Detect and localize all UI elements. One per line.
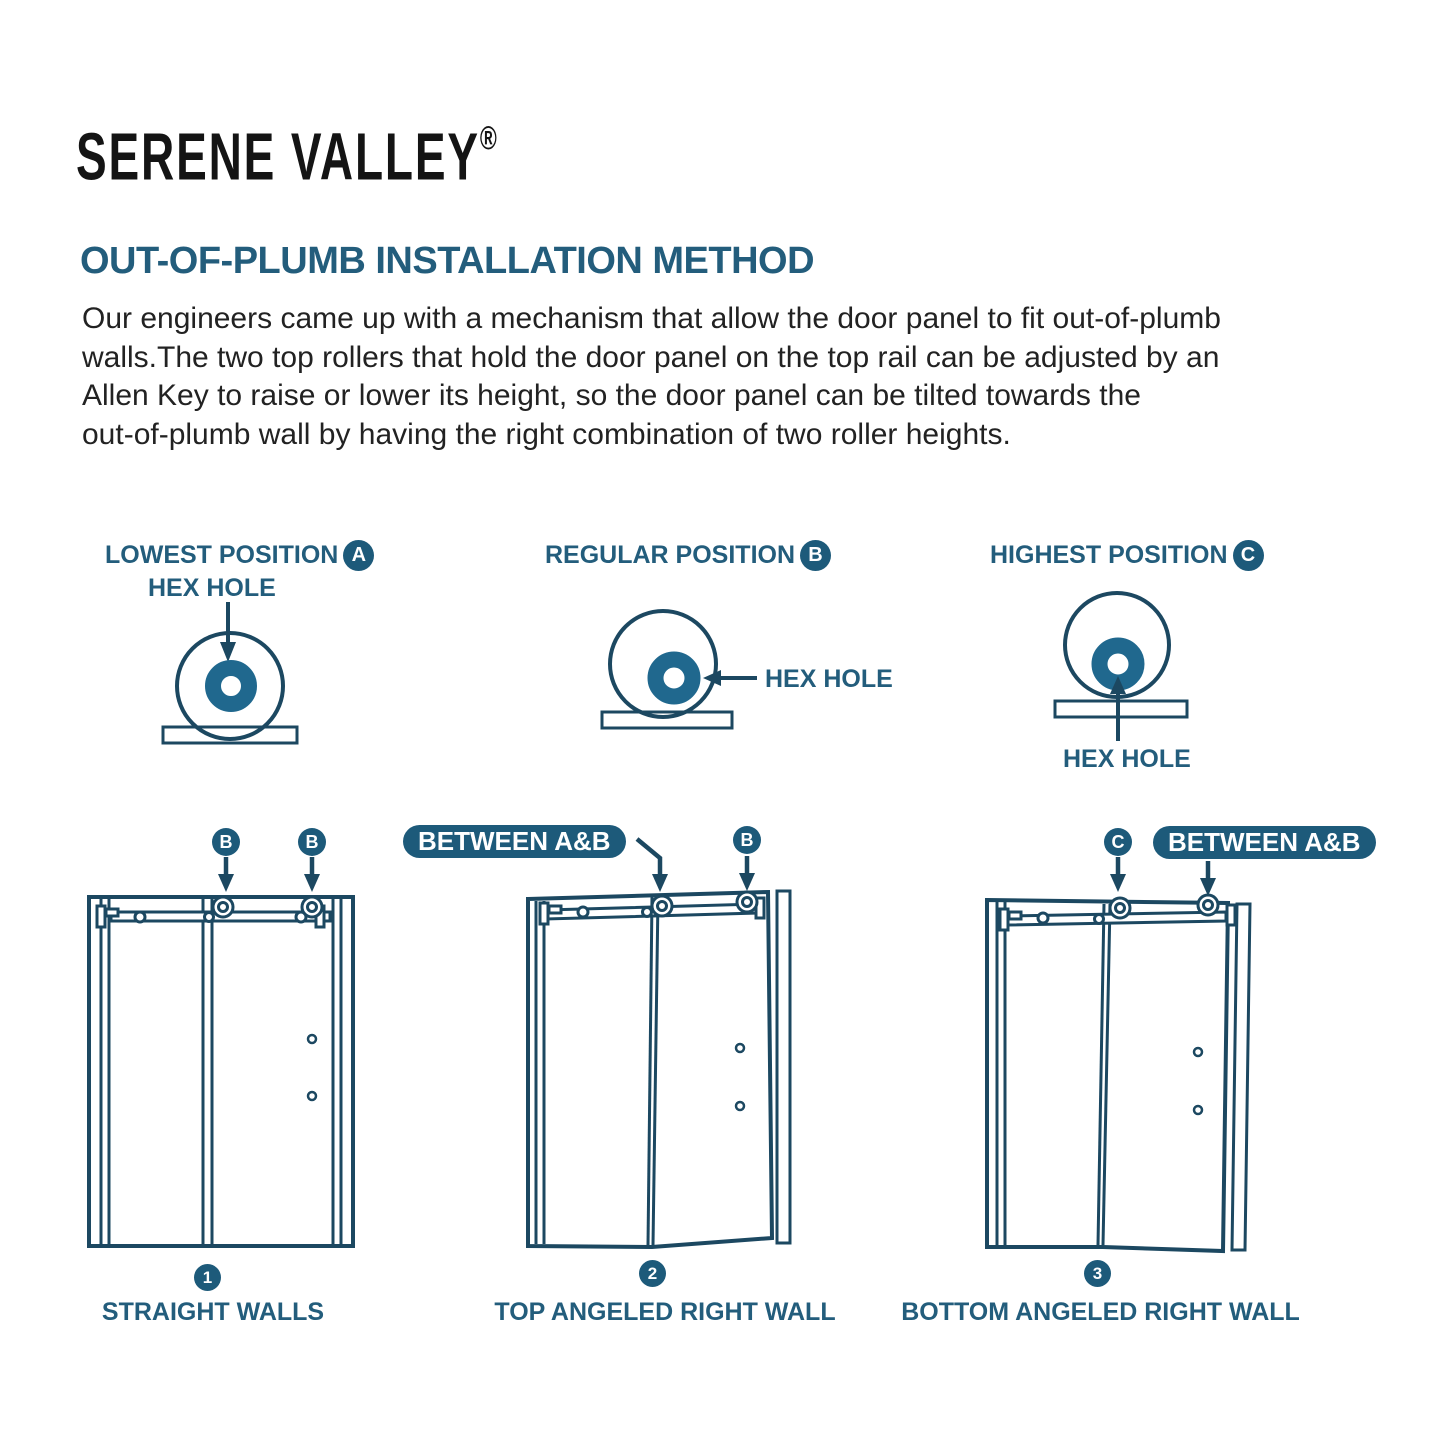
door-bottom-angled-diagram (987, 857, 1250, 1251)
rail (602, 712, 732, 728)
handle-hole (736, 1044, 744, 1052)
roller-lowest-diagram (163, 602, 297, 743)
hex-hole-label-b: HEX HOLE (765, 665, 893, 693)
handle-hole (308, 1092, 316, 1100)
roller-icon (302, 897, 322, 917)
handle-hole (1194, 1106, 1202, 1114)
roller-icon (1198, 895, 1218, 915)
paragraph-line: Allen Key to raise or lower its height, so the door panel can be tilted towards the (82, 379, 1141, 412)
door3-right-roller-badge: BETWEEN A&B (1153, 826, 1376, 859)
badge-a: A (343, 540, 374, 571)
caption-bottom-angled: BOTTOM ANGELED RIGHT WALL (901, 1298, 1300, 1326)
rod-bracket (540, 903, 548, 924)
roller-icon (213, 897, 233, 917)
caption-top-angled: TOP ANGELED RIGHT WALL (494, 1298, 836, 1326)
handle-hole (308, 1035, 316, 1043)
panel-divider (648, 897, 652, 1245)
hex-hole-icon (213, 668, 249, 704)
page-title: OUT-OF-PLUMB INSTALLATION METHOD (80, 240, 815, 282)
brand-name: SERENE VALLEY (76, 119, 480, 195)
badge-b: B (800, 540, 831, 571)
position-label-text: LOWEST POSITION (105, 541, 339, 569)
label-lowest-position (105, 540, 374, 571)
roller-icon (652, 896, 672, 916)
step-2-badge: 2 (639, 1260, 666, 1287)
registered-trademark-symbol: ® (479, 119, 497, 157)
roller-highest-diagram (1055, 593, 1187, 741)
right-wall-profile (777, 891, 790, 1243)
paragraph-line: Our engineers came up with a mechanism that allow the door panel to fit out-of-plumb (82, 302, 1221, 335)
label-highest-position (990, 540, 1264, 571)
hex-hole-icon (656, 660, 693, 697)
step-1-badge: 1 (194, 1264, 221, 1291)
hex-hole-label-a: HEX HOLE (148, 574, 276, 602)
position-label-text: HIGHEST POSITION (990, 541, 1228, 569)
door2-left-roller-badge: BETWEEN A&B (403, 825, 626, 858)
door-top-angled-diagram (528, 839, 790, 1247)
roller-regular-diagram (602, 611, 757, 728)
door2-right-roller-badge: B (733, 826, 761, 854)
badge-c: C (1233, 540, 1264, 571)
arrow-down-icon (304, 874, 320, 892)
rod-bracket (1227, 905, 1235, 925)
door1-right-roller-badge: B (298, 828, 326, 856)
door3-left-roller-badge: C (1104, 828, 1132, 856)
roller-icon (737, 892, 757, 912)
position-label-text: REGULAR POSITION (545, 541, 796, 569)
arrow-down-icon (1110, 874, 1126, 892)
arrow-down-icon (652, 874, 668, 892)
paragraph-line: out-of-plumb wall by having the right combination of two roller heights. (82, 417, 1011, 451)
rod-bracket (97, 906, 105, 927)
arrow-down-icon (1200, 878, 1216, 896)
rail (1055, 701, 1187, 717)
hex-hole-label-c: HEX HOLE (1063, 745, 1191, 773)
right-wall-profile (1232, 904, 1250, 1250)
door-frame (89, 897, 353, 1246)
arrow-down-icon (220, 642, 236, 662)
paragraph-line: walls.The two top rollers that hold the door panel on the top rail can be adjusted by an (82, 340, 1220, 374)
roller-icon (1110, 898, 1130, 918)
door1-left-roller-badge: B (212, 828, 240, 856)
arrow-down-icon (218, 874, 234, 892)
handle-hole (736, 1102, 744, 1110)
door-straight-diagram (89, 857, 353, 1246)
rod-bracket (1000, 909, 1008, 930)
step-3-badge: 3 (1084, 1260, 1111, 1287)
intro-paragraph (82, 300, 1221, 454)
brand-logo (76, 118, 497, 196)
handle-hole (1194, 1048, 1202, 1056)
caption-straight-walls: STRAIGHT WALLS (101, 1298, 325, 1326)
arrow-down-icon (739, 873, 755, 891)
label-regular-position (545, 540, 831, 571)
